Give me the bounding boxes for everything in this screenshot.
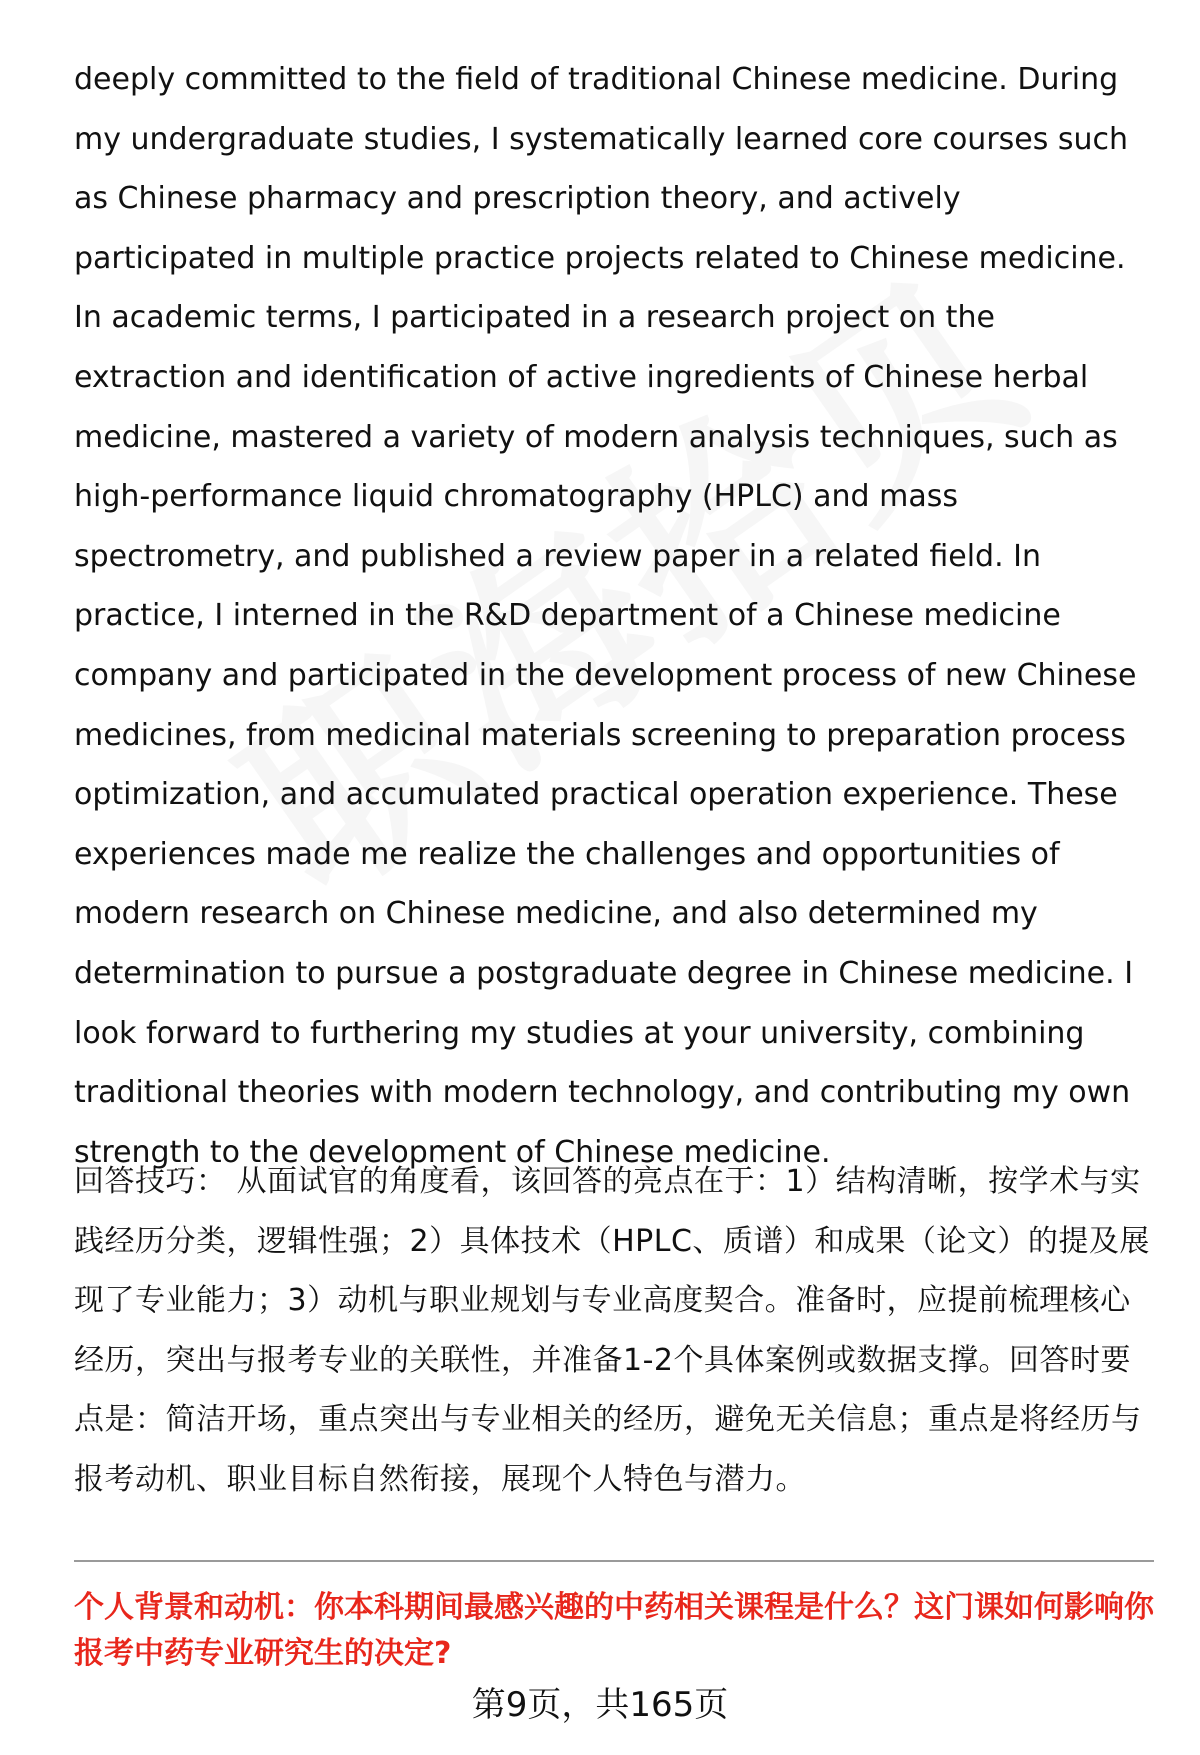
page-number: 第9页，共165页 xyxy=(471,1685,729,1725)
answer-section xyxy=(74,50,1149,1182)
answer-paragraph: deeply committed to the field of traditional Chinese medicine. During my undergraduate studies, I systematically learned core courses such as Chinese pharmacy and prescription theory, and actively participated in multiple practice projects related to Chinese medicine. In academic terms, I participated in a research project on the extraction and identification of active ingredients of Chinese herbal medicine, mastered a variety of modern analysis techniques, such as high-performance liquid chromatography (HPLC) and mass spectrometry, and published a review paper in a related field. In practice, I interned in the R&D department of a Chinese medicine company and participated in the development process of new Chinese medicines, from medicinal materials screening to preparation process optimization, and accumulated practical operation experience. These experiences made me realize the challenges and opportunities of modern research on Chinese medicine, and also determined my determination to pursue a postgraduate degree in Chinese medicine. I look forward to furthering my studies at your university, combining traditional theories with modern technology, and contributing my own strength to the development of Chinese medicine. xyxy=(74,62,1137,1170)
answer-tips-paragraph: 回答技巧： 从面试官的角度看，该回答的亮点在于：1）结构清晰，按学术与实践经历分类，逻辑性强；2）具体技术（HPLC、质谱）和成果（论文）的提及展现了专业能力；3）动机与职业规划与专业高度契合。准备时，应提前梳理核心经历，突出与报考专业的关联性，并准备1-2个具体案例或数据支撑。回答时要点是：简洁开场，重点突出与专业相关的经历，避免无关信息；重点是将经历与报考动机、职业目标自然衔接，展现个人特色与潜力。 xyxy=(74,1164,1150,1497)
section-divider xyxy=(74,1560,1154,1562)
next-question-heading: 个人背景和动机：你本科期间最感兴趣的中药相关课程是什么？这门课如何影响你报考中药专业研究生的决定? xyxy=(74,1590,1154,1671)
